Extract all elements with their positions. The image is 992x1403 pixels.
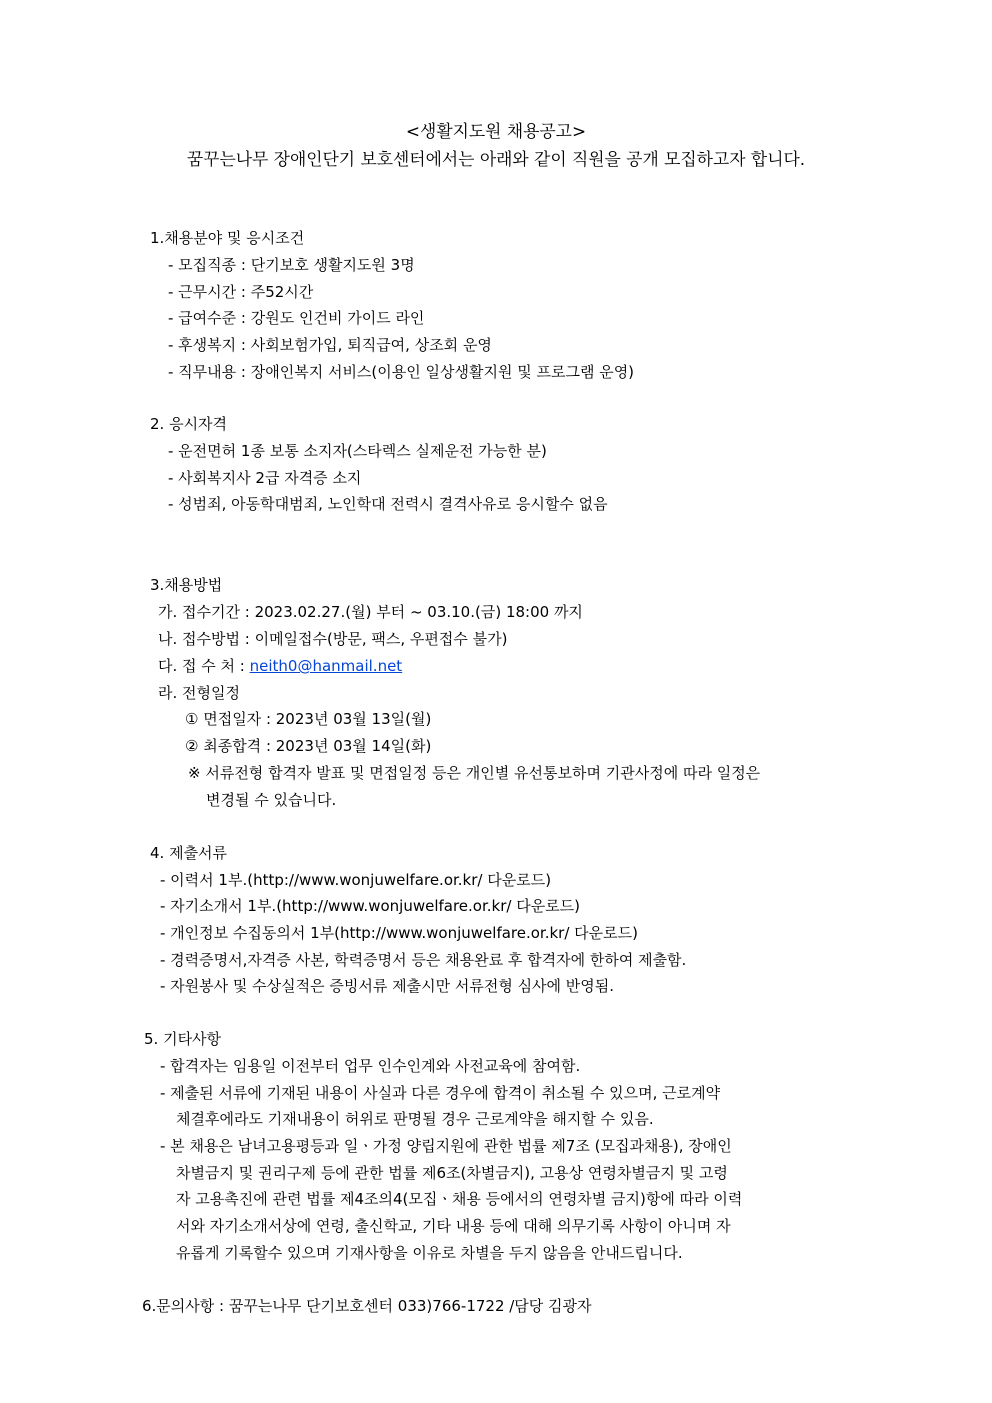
document-item: - 이력서 1부.(http://www.wonjuwelfare.or.kr/ 다운로드) <box>160 871 552 889</box>
section1-item: - 급여수준 : 강원도 인건비 가이드 라인 <box>168 309 425 327</box>
schedule-item: ② 최종합격 : 2023년 03월 14일(화) <box>185 737 432 755</box>
notice-line: 자 고용촉진에 관련 법률 제4조의4(모집ㆍ채용 등에서의 연령차별 금지)항에 따라 이력 <box>176 1190 743 1208</box>
document-item: - 개인정보 수집동의서 1부(http://www.wonjuwelfare.or.kr/ 다운로드) <box>160 924 638 942</box>
section1-heading: 1.채용분야 및 응시조건 <box>150 229 305 247</box>
notice-line: 서와 자기소개서상에 연령, 출신학교, 기타 내용 등에 대해 의무기록 사항이 아니며 자 <box>176 1217 731 1235</box>
application-method: 나. 접수방법 : 이메일접수(방문, 팩스, 우편접수 불가) <box>158 630 508 648</box>
section3-heading: 3.채용방법 <box>150 576 223 594</box>
notice-line: 체결후에라도 기재내용이 허위로 판명될 경우 근로계약을 해지할 수 있음. <box>176 1110 654 1128</box>
section4-heading: 4. 제출서류 <box>150 844 228 862</box>
section5-heading: 5. 기타사항 <box>144 1030 222 1048</box>
document-item: - 자기소개서 1부.(http://www.wonjuwelfare.or.kr/ 다운로드) <box>160 897 581 915</box>
application-place-label: 다. 접 수 처 : <box>158 657 250 675</box>
notice-line: 차별금지 및 권리구제 등에 관한 법률 제6조(차별금지), 고용상 연령차별금지 및 고령 <box>176 1164 728 1182</box>
page-intro: 꿈꾸는나무 장애인단기 보호센터에서는 아래와 같이 직원을 공개 모집하고자 합니다. <box>186 149 806 169</box>
page-title: <생활지도원 채용공고> <box>405 121 587 141</box>
email-link[interactable]: neith0@hanmail.net <box>249 657 403 675</box>
notice-line: - 합격자는 임용일 이전부터 업무 인수인계와 사전교육에 참여함. <box>160 1057 581 1075</box>
application-place <box>158 656 402 676</box>
section2-item: - 사회복지사 2급 자격증 소지 <box>168 469 362 487</box>
notice-line: - 제출된 서류에 기재된 내용이 사실과 다른 경우에 합격이 취소될 수 있으며, 근로계약 <box>160 1084 721 1102</box>
application-period: 가. 접수기간 : 2023.02.27.(월) 부터 ~ 03.10.(금) 18:00 까지 <box>158 603 583 621</box>
schedule-heading: 라. 전형일정 <box>158 684 240 702</box>
section1-item: - 모집직종 : 단기보호 생활지도원 3명 <box>168 256 415 274</box>
notice-line: - 본 채용은 남녀고용평등과 일ㆍ가정 양립지원에 관한 법률 제7조 (모집과채용), 장애인 <box>160 1137 732 1155</box>
notice-line: 유롭게 기록할수 있으며 기재사항을 이유로 차별을 두지 않음을 안내드립니다. <box>176 1244 683 1262</box>
document-item: - 경력증명서,자격증 사본, 학력증명서 등은 채용완료 후 합격자에 한하여 제출함. <box>160 951 687 969</box>
document-item: - 자원봉사 및 수상실적은 증빙서류 제출시만 서류전형 심사에 반영됨. <box>160 977 615 995</box>
section2-item: - 성범죄, 아동학대범죄, 노인학대 전력시 결격사유로 응시할수 없음 <box>168 495 608 513</box>
section1-item: - 근무시간 : 주52시간 <box>168 283 314 301</box>
schedule-item: ① 면접일자 : 2023년 03월 13일(월) <box>185 710 432 728</box>
contact-info: 6.문의사항 : 꿈꾸는나무 단기보호센터 033)766-1722 /담당 김광자 <box>142 1297 592 1315</box>
schedule-note: ※ 서류전형 합격자 발표 및 면접일정 등은 개인별 유선통보하며 기관사정에 따라 일정은 <box>188 764 761 782</box>
section1-item: - 직무내용 : 장애인복지 서비스(이용인 일상생활지원 및 프로그램 운영) <box>168 363 635 381</box>
section1-item: - 후생복지 : 사회보험가입, 퇴직급여, 상조회 운영 <box>168 336 492 354</box>
section2-item: - 운전면허 1종 보통 소지자(스타렉스 실제운전 가능한 분) <box>168 442 547 460</box>
section2-heading: 2. 응시자격 <box>150 415 228 433</box>
schedule-note-cont: 변경될 수 있습니다. <box>206 791 337 809</box>
